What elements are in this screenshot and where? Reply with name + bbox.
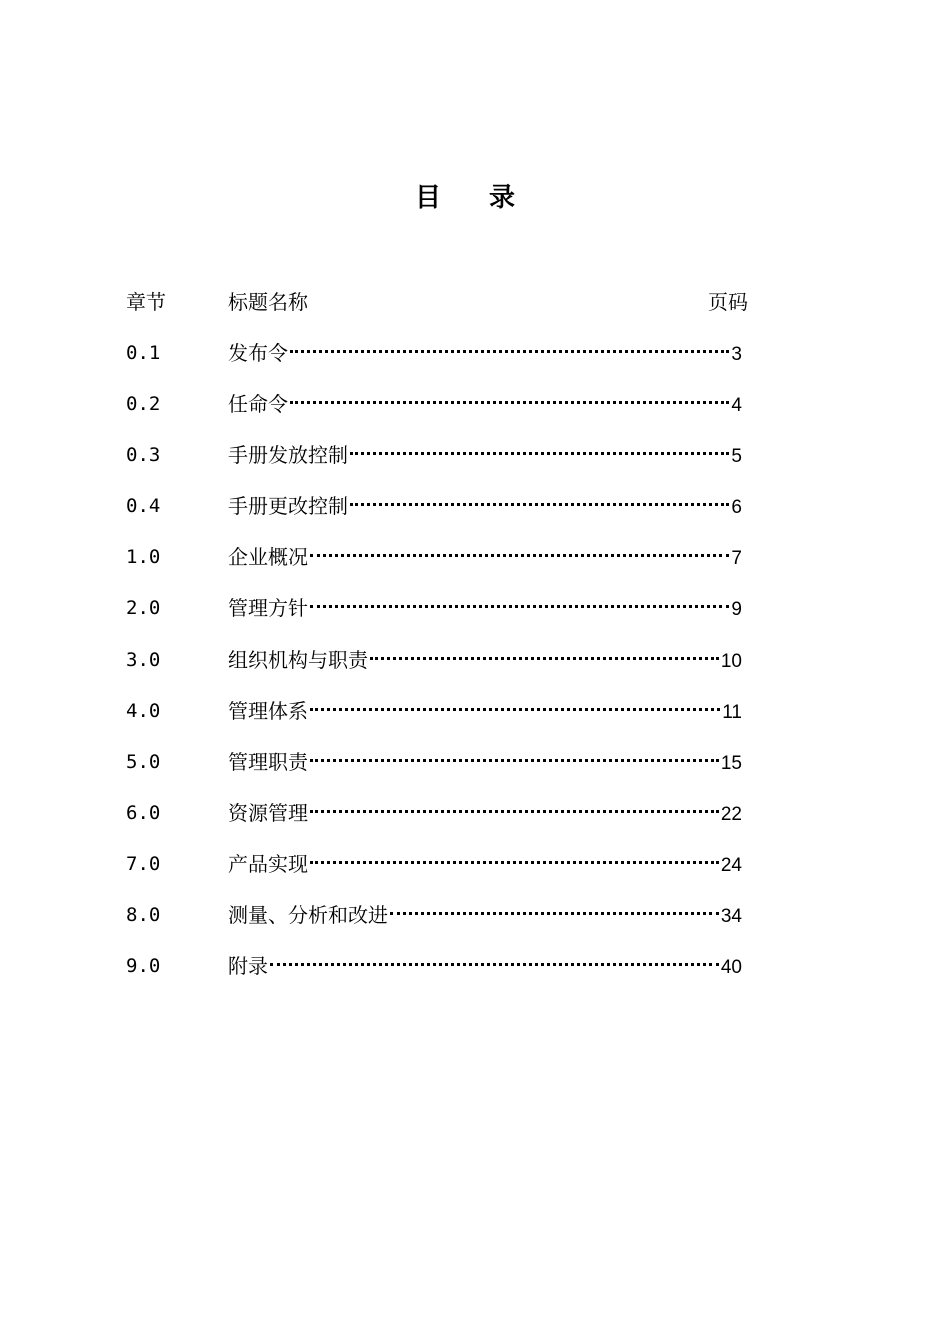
dot-leader [290,350,729,353]
toc-entry [228,695,742,729]
page-number: 10 [720,650,742,672]
page-number: 5 [731,446,742,468]
entry-title: 测量、分析和改进 [228,903,388,928]
dot-leader [290,401,729,404]
toc-row[interactable] [126,490,766,541]
dot-leader [310,861,719,864]
toc-list [126,337,766,1001]
toc-entry [228,797,742,831]
page-number: 24 [720,854,742,876]
chapter-number: 7.0 [126,852,161,875]
page-number: 6 [731,497,742,519]
toc-entry [228,490,742,524]
toc-entry [228,541,742,575]
toc-row[interactable] [126,899,766,950]
page-number: 40 [720,957,742,979]
entry-title: 资源管理 [228,800,308,825]
page-number: 7 [731,548,742,570]
toc-row[interactable] [126,388,766,439]
toc-entry [228,644,742,678]
chapter-number: 8.0 [126,904,161,927]
chapter-number: 9.0 [126,955,161,978]
toc-header [126,286,766,318]
toc-row[interactable] [126,592,766,643]
toc-entry [228,899,742,933]
chapter-number: 0.4 [126,495,161,518]
header-page: 页码 [708,290,748,314]
entry-title: 管理方针 [228,596,308,621]
toc-row[interactable] [126,644,766,695]
page-title: 目录 [414,183,563,213]
dot-leader [390,912,719,915]
toc-row[interactable] [126,950,766,1001]
page-number: 11 [722,701,742,723]
header-chapter: 章节 [126,290,166,314]
entry-title: 发布令 [228,341,288,365]
toc-row[interactable] [126,746,766,797]
dot-leader [270,963,719,966]
toc-row[interactable] [126,337,766,388]
entry-title: 管理职责 [228,749,308,774]
toc-entry [228,592,742,626]
dot-leader [350,452,729,455]
toc-entry [228,388,742,422]
entry-title: 手册发放控制 [228,443,348,468]
entry-title: 产品实现 [228,851,308,876]
chapter-number: 5.0 [126,750,161,773]
entry-title: 企业概况 [228,545,308,570]
page-number: 34 [720,906,742,928]
header-title: 标题名称 [228,290,308,314]
page-number: 15 [720,752,742,774]
chapter-number: 0.3 [126,444,161,467]
dot-leader [310,810,719,813]
chapter-number: 4.0 [126,699,161,722]
dot-leader [310,708,720,711]
chapter-number: 0.2 [126,393,161,416]
toc-entry [228,950,742,984]
page-number: 4 [731,395,742,417]
chapter-number: 3.0 [126,648,161,671]
dot-leader [310,605,729,608]
entry-title: 管理体系 [228,698,308,723]
toc-row[interactable] [126,797,766,848]
dot-leader [310,759,719,762]
entry-title: 手册更改控制 [228,494,348,519]
chapter-number: 1.0 [126,546,161,569]
toc-entry [228,337,742,371]
page-number: 9 [731,599,742,621]
page-number: 22 [720,803,742,825]
chapter-number: 6.0 [126,801,161,824]
chapter-number: 0.1 [126,342,161,364]
dot-leader [350,503,729,506]
chapter-number: 2.0 [126,597,161,620]
dot-leader [370,657,719,660]
entry-title: 组织机构与职责 [228,647,368,672]
toc-row[interactable] [126,439,766,490]
entry-title: 任命令 [228,392,288,417]
entry-title: 附录 [228,954,268,979]
toc-row[interactable] [126,541,766,592]
dot-leader [310,554,729,557]
toc-row[interactable] [126,695,766,746]
toc-entry [228,848,742,882]
toc-entry [228,746,742,780]
toc-entry [228,439,742,473]
page-number: 3 [731,344,742,365]
toc-row[interactable] [126,848,766,899]
